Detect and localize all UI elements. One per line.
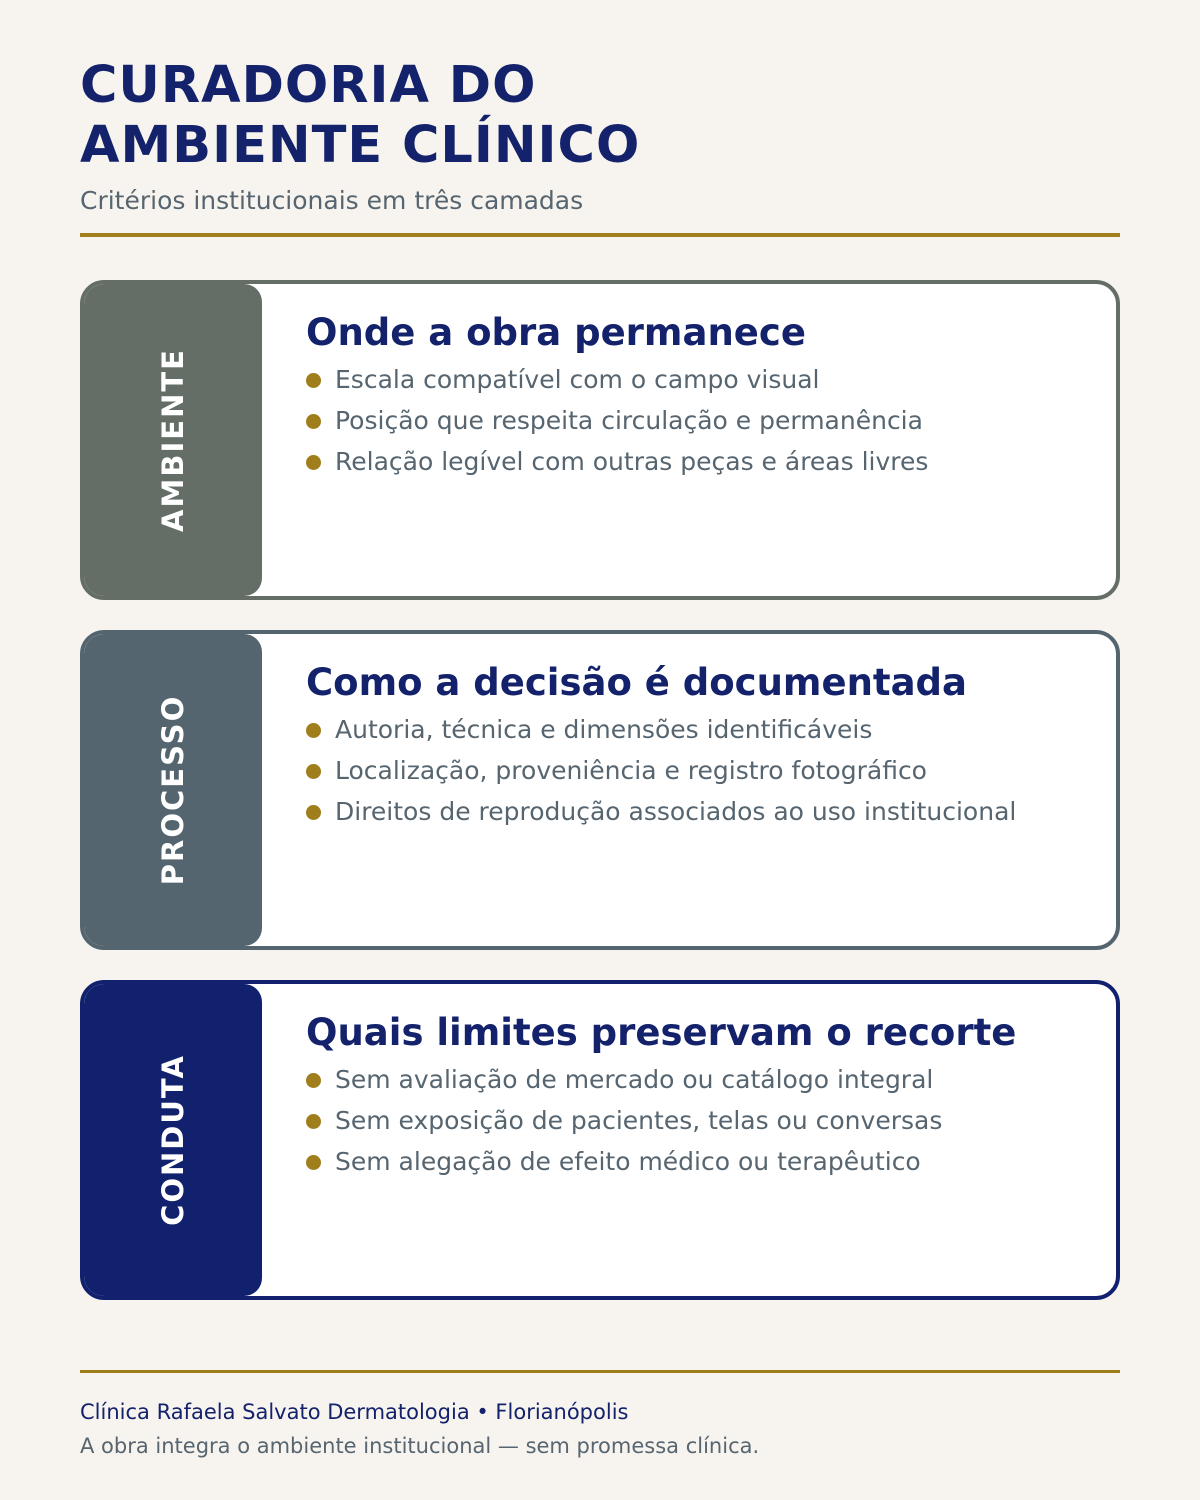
bullet-dot-icon [306,805,321,820]
list-item-text: Direitos de reprodução associados ao uso institucional [335,797,1017,826]
card-conduta-heading: Quais limites preservam o recorte [306,1011,1017,1054]
card-processo-list [306,713,1016,836]
header-divider [80,233,1120,237]
page-title-line-1: CURADORIA DO [80,56,537,115]
list-item [306,445,928,486]
card-ambiente-heading: Onde a obra permanece [306,311,806,354]
card-conduta-label: CONDUTA [156,1054,190,1226]
list-item-text: Posição que respeita circulação e permanência [335,406,923,435]
card-ambiente-side-panel [84,284,262,596]
card-conduta [80,980,1120,1300]
footer-disclaimer: A obra integra o ambiente institucional — sem promessa clínica. [80,1434,760,1458]
bullet-dot-icon [306,723,321,738]
list-item-text: Relação legível com outras peças e áreas livres [335,447,929,476]
list-item-text: Escala compatível com o campo visual [335,365,820,394]
list-item-text: Localização, proveniência e registro fotográfico [335,756,927,785]
list-item-text: Sem avaliação de mercado ou catálogo integral [335,1065,934,1094]
list-item [306,404,928,445]
bullet-dot-icon [306,373,321,388]
bullet-dot-icon [306,455,321,470]
bullet-dot-icon [306,764,321,779]
card-ambiente-label: AMBIENTE [156,348,190,532]
bullet-dot-icon [306,1155,321,1170]
footer-divider [80,1370,1120,1373]
bullet-dot-icon [306,1114,321,1129]
card-conduta-side-panel [84,984,262,1296]
card-processo-side-panel [84,634,262,946]
footer-clinic-name: Clínica Rafaela Salvato Dermatologia • Florianópolis [80,1400,629,1424]
list-item [306,713,1016,754]
list-item-text: Sem alegação de efeito médico ou terapêutico [335,1147,921,1176]
list-item [306,363,928,404]
list-item [306,795,1016,836]
list-item [306,1145,942,1186]
bullet-dot-icon [306,1073,321,1088]
card-processo-label: PROCESSO [156,694,190,886]
bullet-dot-icon [306,414,321,429]
page-title-line-2: AMBIENTE CLÍNICO [80,116,641,175]
page-title [80,56,640,176]
list-item [306,1063,942,1104]
list-item-text: Sem exposição de pacientes, telas ou conversas [335,1106,943,1135]
card-ambiente [80,280,1120,600]
page-subtitle: Critérios institucionais em três camadas [80,186,584,215]
list-item [306,1104,942,1145]
card-ambiente-list [306,363,928,486]
list-item-text: Autoria, técnica e dimensões identificáveis [335,715,873,744]
card-processo-heading: Como a decisão é documentada [306,661,968,704]
card-conduta-list [306,1063,942,1186]
infographic-page [80,0,1120,1500]
list-item [306,754,1016,795]
card-processo [80,630,1120,950]
